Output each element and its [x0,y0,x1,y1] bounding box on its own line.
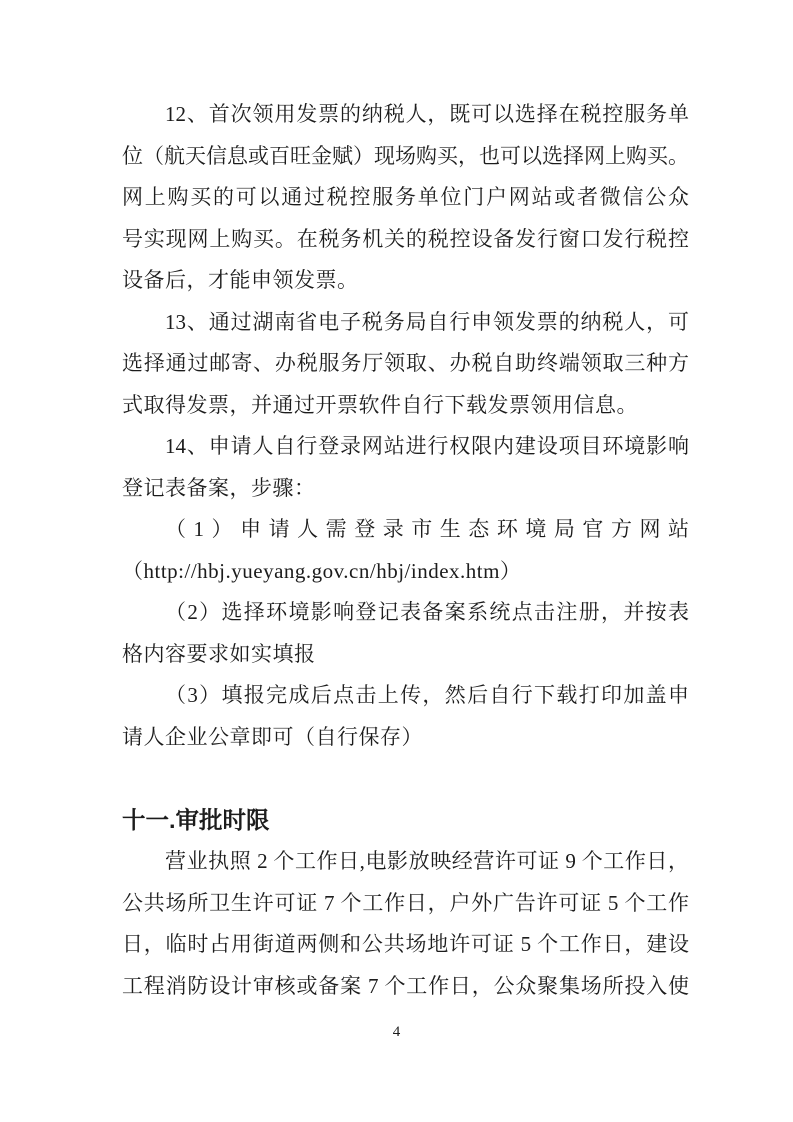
text-line: 12、首次领用发票的纳税人，既可以选择在税控服务单 [165,102,689,126]
text-line: 设备后，才能申领发票。 [122,268,359,292]
step-2 [122,592,689,675]
text-line: 登记表备案，步骤： [122,475,316,500]
text-line: 网上购买的可以通过税控服务单位门户网站或者微信公众 [122,185,689,209]
paragraph-12 [122,94,689,302]
text-line: 营业执照 2 个工作日,电影放映经营许可证 9 个工作日， [165,849,689,873]
paragraph-13 [122,302,689,427]
paragraph-time-limits [122,841,689,1007]
text-line: 格内容要求如实填报 [122,641,316,666]
text-line: 工程消防设计审核或备案 7 个工作日，公众聚集场所投入使 [122,973,689,998]
text-line: 号实现网上购买。在税务机关的税控设备发行窗口发行税控 [122,226,689,251]
text-line: 14、申请人自行登录网站进行权限内建设项目环境影响 [165,434,689,458]
paragraph-14 [122,426,689,509]
text-line: （1）申请人需登录市生态环境局官方网站 [165,517,689,541]
page-number: 4 [392,1024,401,1040]
section-heading: 十一.审批时限 [122,806,270,833]
text-line: 日，临时占用街道两侧和公共场地许可证 5 个工作日，建设 [122,932,689,956]
text-line: 式取得发票，并通过开票软件自行下载发票领用信息。 [122,392,638,417]
text-line: 位（航天信息或百旺金赋）现场购买，也可以选择网上购买。 [122,143,689,168]
text-line: 公共场所卫生许可证 7 个工作日，户外广告许可证 5 个工作 [122,890,689,915]
text-line: 请人企业公章即可（自行保存） [122,724,423,749]
url-text: （http://hbj.yueyang.gov.cn/hbj/index.htm） [122,558,522,583]
page-content [122,94,689,1007]
text-line: 选择通过邮寄、办税服务厅领取、办税自助终端领取三种方 [122,351,689,375]
step-1 [122,509,689,592]
text-line: （3）填报完成后点击上传，然后自行下载打印加盖申 [165,683,689,707]
step-3 [122,675,689,758]
text-line: （2）选择环境影响登记表备案系统点击注册，并按表 [165,600,689,624]
text-line: 13、通过湖南省电子税务局自行申领发票的纳税人，可 [165,309,689,334]
